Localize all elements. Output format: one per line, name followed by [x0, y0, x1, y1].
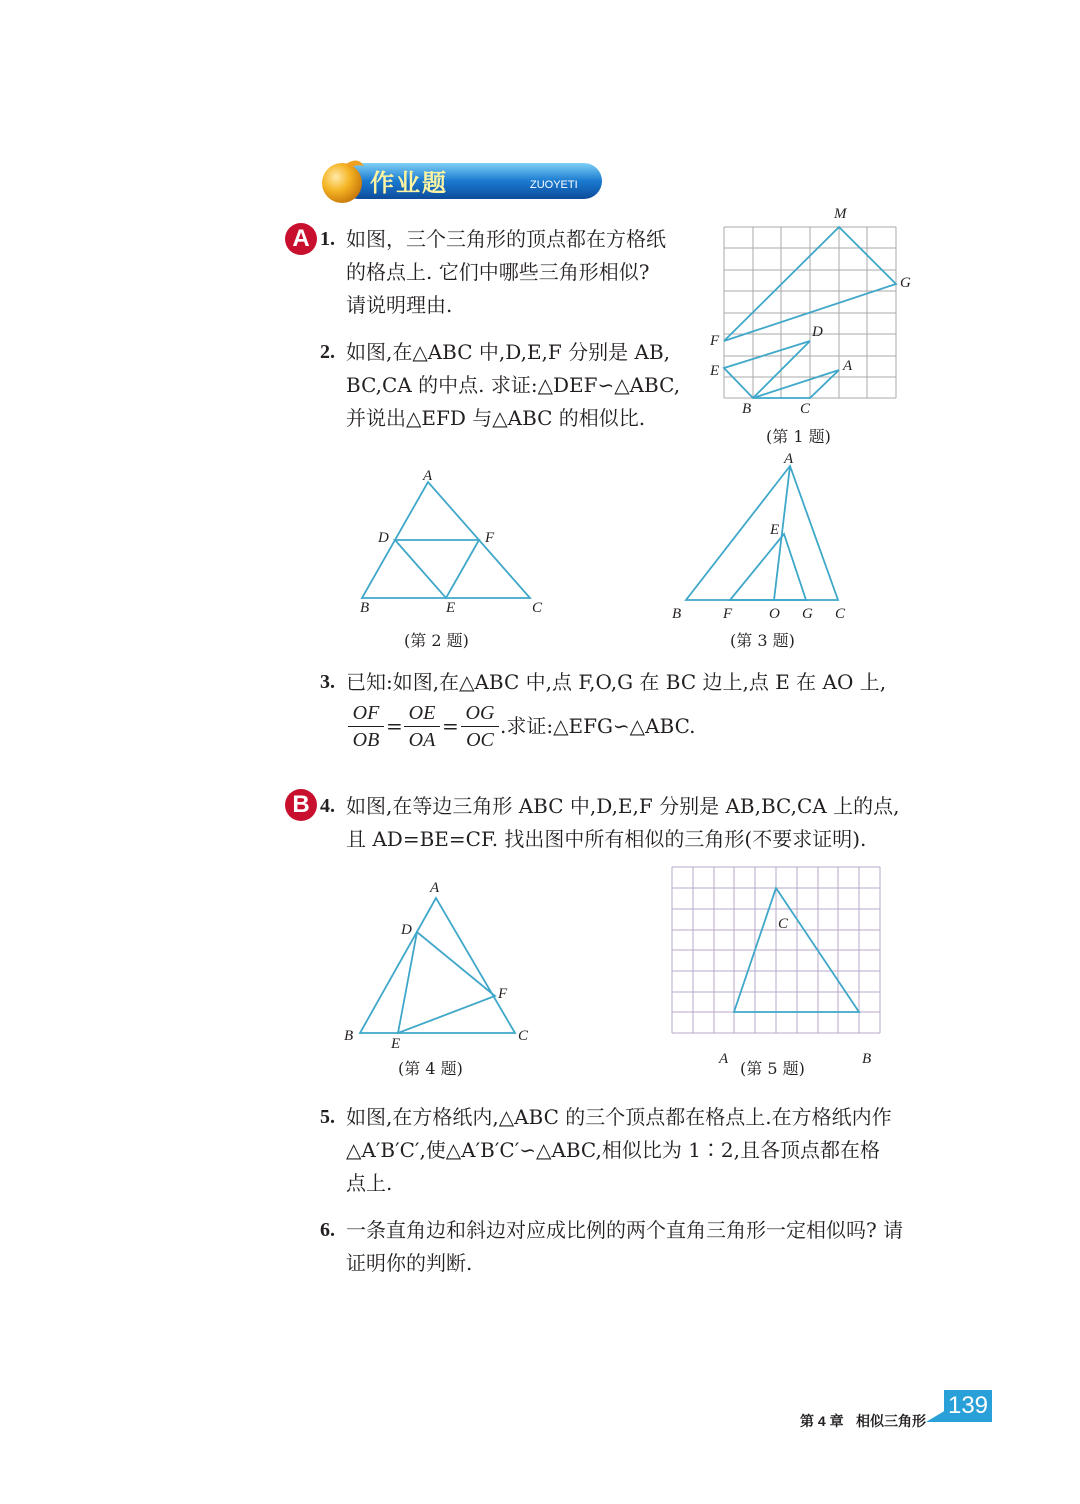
fig3-caption: (第 3 题)	[730, 631, 795, 650]
fig1-label: A	[843, 358, 853, 374]
orb-icon	[322, 163, 362, 203]
figure-2	[350, 462, 560, 622]
banner-subtitle: ZUOYETI	[530, 179, 578, 191]
fig3-label: E	[770, 522, 780, 538]
fig4-label: D	[401, 922, 412, 938]
q4-text-line-2: 且 AD=BE=CF. 找出图中所有相似的三角形(不要求证明).	[346, 827, 867, 851]
q6-text-line-1: 一条直角边和斜边对应成比例的两个直角三角形一定相似吗? 请	[346, 1218, 904, 1242]
footer-chapter-title: 相似三角形	[856, 1413, 926, 1429]
fig4-label: B	[344, 1028, 354, 1044]
fraction-of-ob	[348, 700, 384, 753]
q5-text-line-3: 点上.	[346, 1171, 393, 1195]
fig4-label: C	[518, 1028, 529, 1044]
q2-text-line-2: BC,CA 的中点. 求证:△DEF∽△ABC,	[346, 373, 681, 397]
fraction-numerator: OG	[461, 700, 499, 727]
fig1-label: C	[800, 401, 811, 417]
q1-text-line-1: 如图，三个三角形的顶点都在方格纸	[346, 227, 666, 251]
fig2-label: A	[423, 468, 433, 484]
fig4-caption: (第 4 题)	[398, 1059, 463, 1078]
q5-text-line-1: 如图,在方格纸内,△ABC 的三个顶点都在格点上.在方格纸内作	[346, 1105, 892, 1129]
fig2-label: C	[532, 600, 543, 616]
fig4-label: F	[498, 986, 508, 1002]
figure-3	[668, 448, 868, 628]
q6-text-line-2: 证明你的判断.	[346, 1251, 473, 1275]
fig2-label: B	[360, 600, 370, 616]
fig1-label: M	[834, 206, 847, 222]
level-a-badge	[284, 222, 318, 256]
fig1-label: G	[900, 275, 911, 291]
fig2-label: D	[378, 530, 389, 546]
page-number: 139	[947, 1392, 989, 1419]
fraction-numerator: OF	[348, 700, 384, 727]
fig3-label: C	[835, 606, 846, 622]
q2-text-line-3: 并说出△EFD 与△ABC 的相似比.	[346, 406, 646, 430]
figure-5	[660, 860, 900, 1080]
fig1-label: D	[812, 324, 823, 340]
fig5-label: A	[719, 1051, 729, 1067]
q1-text-line-2: 的格点上. 它们中哪些三角形相似?	[346, 260, 650, 284]
fig4-label: E	[391, 1036, 401, 1052]
q3-number: 3.	[320, 671, 335, 693]
footer-chapter: 第 4 章	[800, 1413, 844, 1429]
fig1-label: B	[742, 401, 752, 417]
q4-text-line-1: 如图,在等边三角形 ABC 中,D,E,F 分别是 AB,BC,CA 上的点,	[346, 794, 900, 818]
q3-text-line-2: .求证:△EFG∽△ABC.	[500, 714, 696, 738]
q5-number: 5.	[320, 1106, 335, 1128]
q2-number: 2.	[320, 341, 335, 363]
banner-title: 作业题	[370, 169, 448, 197]
level-a-label: A	[292, 225, 310, 252]
q3-text-line-1: 已知:如图,在△ABC 中,点 F,O,G 在 BC 边上,点 E 在 AO 上,	[346, 670, 887, 694]
section-banner	[318, 158, 606, 204]
figure-1	[700, 200, 930, 420]
fig1-label: F	[710, 333, 720, 349]
fraction-og-oc	[461, 700, 499, 753]
fig5-label: C	[778, 916, 789, 932]
fraction-denominator: OA	[408, 729, 436, 751]
q1-text-line-3: 请说明理由.	[346, 293, 453, 317]
fig3-label: G	[802, 606, 813, 622]
fig2-label: F	[485, 530, 495, 546]
fig3-label: B	[672, 606, 682, 622]
fig1-label: E	[710, 363, 720, 379]
q2-text-line-1: 如图,在△ABC 中,D,E,F 分别是 AB,	[346, 340, 670, 364]
equals-sign: =	[386, 714, 403, 738]
equals-sign: =	[442, 714, 459, 738]
q6-number: 6.	[320, 1219, 335, 1241]
fig1-caption: (第 1 题)	[766, 427, 831, 446]
figure-4	[338, 872, 538, 1052]
q1-number: 1.	[320, 228, 335, 250]
fig5-caption: (第 5 题)	[740, 1059, 805, 1078]
fig3-label: F	[723, 606, 733, 622]
q5-text-line-2: △A′B′C′,使△A′B′C′∽△ABC,相似比为 1∶2,且各顶点都在格	[346, 1138, 881, 1162]
q4-number: 4.	[320, 795, 335, 817]
fraction-numerator: OE	[404, 700, 440, 727]
level-b-badge	[284, 788, 318, 822]
fraction-oe-oa	[404, 700, 440, 753]
fraction-denominator: OC	[466, 729, 494, 751]
fig5-label: B	[862, 1051, 872, 1067]
fig2-label: E	[446, 600, 456, 616]
fig2-caption: (第 2 题)	[404, 631, 469, 650]
fig4-label: A	[430, 880, 440, 896]
fig3-label: A	[784, 451, 794, 467]
fraction-denominator: OB	[352, 729, 380, 751]
level-b-label: B	[292, 791, 310, 818]
fig3-label: O	[769, 606, 780, 622]
